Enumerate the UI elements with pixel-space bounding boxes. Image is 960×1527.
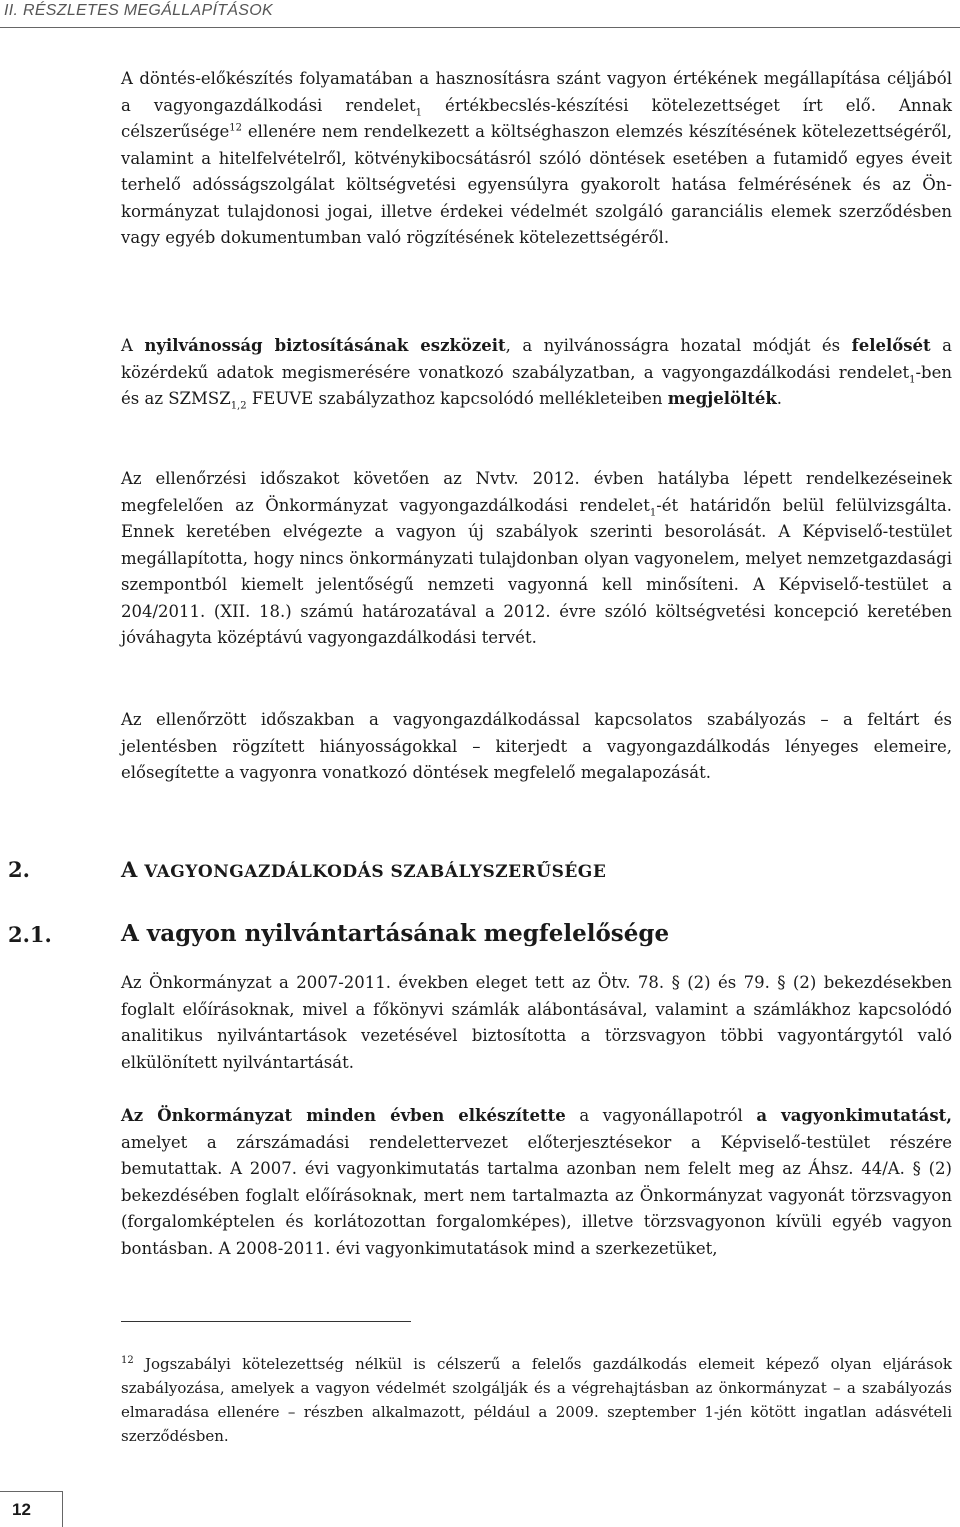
paragraph-nvtv-review: Az ellenőrzési időszakot követően az Nvtv. 2012. évben hatályba lépett rendelkezéseinek megfelelően az Önkormányzat vagyongazdálkodási rendelet$_1$-ét határidőn belül felülvizsgálta. Ennek keretében elvégezte a vagyon új szabályok szerinti besorolását. A Képviselő-testület megállapította, hogy nincs önkormányzati tulajdonban olyan vagyonelem, melyet nemzetgazdasági szempontból kiemelt jelentőségű nemzeti vagyonná kell minősíteni. A Képviselő-testület a 204/2011. (XII. 18.) számú határozatával a 2012. évre szóló költségvetési koncepció keretében jóváhagyta középtávú vagyongazdálkodási tervét. <box>121 469 952 647</box>
footnote-divider <box>121 1321 411 1322</box>
subsection-number: 2.1. <box>8 922 52 947</box>
footer-vertical-divider <box>62 1491 63 1527</box>
footnote-12: $^{12}$ Jogszabályi kötelezettség nélkül is célszerű a felelős gazdálkodás elemeit képező olyan eljárások szabályozása, amelyek a vagyon védelmét szolgálják és a végrehajtásban az önkormányzat – a szabályozás elmaradása ellenére – részben alkalmazott, például a 2009. szeptember 1-jén kötött ingatlan adásvételi szerződésben. <box>121 1355 952 1445</box>
header-divider <box>0 27 960 28</box>
section-number: 2. <box>8 857 30 882</box>
running-header <box>0 0 960 28</box>
running-title: II. RÉSZLETES MEGÁLLAPÍTÁSOK <box>4 2 273 19</box>
footer-divider <box>0 1491 62 1492</box>
paragraph-register-compliance: Az Önkormányzat a 2007-2011. években eleget tett az Ötv. 78. § (2) és 79. § (2) bekezdésekben foglalt előírásoknak, mivel a főkönyvi számlák alábontásával, valamint a számlákhoz kapcsolódó analitikus nyilvántartások vezetésével biztosította a törzsvagyon többi vagyontárgytól való elkülönített nyilvántartását. <box>121 973 952 1072</box>
paragraph-valuation: A döntés-előkészítés folyamatában a hasznosításra szánt vagyon értékének megállapítása céljából a vagyongazdálkodási rendelet$_1$ értékbecslés-készítési kötelezettséget írt elő. Annak célszerűsége$^{12}$ ellenére nem rendelkezett a költséghaszon elemzés készítésének kötelezettségéről, valamint a hitelfelvételről, kötvénykibocsátásról szóló döntések esetében a futamidő egyes éveit terhelő adósságszolgálat költségvetési egyensúlyra gyakorolt hatása felmérésének és az Önkormányzat tulajdonosi jogai, illetve érdekei védelmét szolgáló garanciális elemek szerződésben vagy egyéb dokumentumban való rögzítésének kötelezettségéről. <box>121 69 952 247</box>
footnote-mark: 12 <box>121 1355 134 1366</box>
section-title: A VAGYONGAZDÁLKODÁS SZABÁLYSZERŰSÉGE <box>121 857 607 882</box>
paragraph-regulation-summary: Az ellenőrzött időszakban a vagyongazdálkodással kapcsolatos szabályozás – a feltárt és jelentésben rögzített hiányosságokkal – kiterjedt a vagyongazdálkodás lényeges elemeire, elősegítette a vagyonra vonatkozó döntések megfelelő megalapozását. <box>121 710 952 782</box>
subsection-title: A vagyon nyilvántartásának megfelelősége <box>121 920 670 947</box>
paragraph-asset-statement: Az Önkormányzat minden évben elkészítette a vagyonállapotról a vagyonkimutatást, amelyet a zárszámadási rendelettervezet előterjesztésekor a Képviselő-testület részére bemutattak. A 2007. évi vagyonkimutatás tartalma azonban nem felelt meg az Áhsz. 44/A. § (2) bekezdésében foglalt előírásoknak, mert nem tartalmazta az Önkormányzat vagyonát törzsvagyon (forgalomképtelen és korlátozottan forgalomképes), illetve törzsvagyonon kívüli egyéb vagyon bontásban. A 2008-2011. évi vagyonkimutatások mind a szerkezetüket, <box>121 1106 952 1258</box>
page-number: 12 <box>12 1500 31 1519</box>
paragraph-publicity: A nyilvánosság biztosításának eszközeit, a nyilvánosságra hozatal módját és felelősét a közérdekű adatok megismerésére vonatkozó szabályzatban, a vagyongazdálkodási rendelet$_1$-ben és az $SZMSZ_{1,2}$ FEUVE szabályzathoz kapcsolódó mellékleteiben megjelölték. <box>121 336 952 412</box>
footnote-ref: 12 <box>229 122 243 134</box>
